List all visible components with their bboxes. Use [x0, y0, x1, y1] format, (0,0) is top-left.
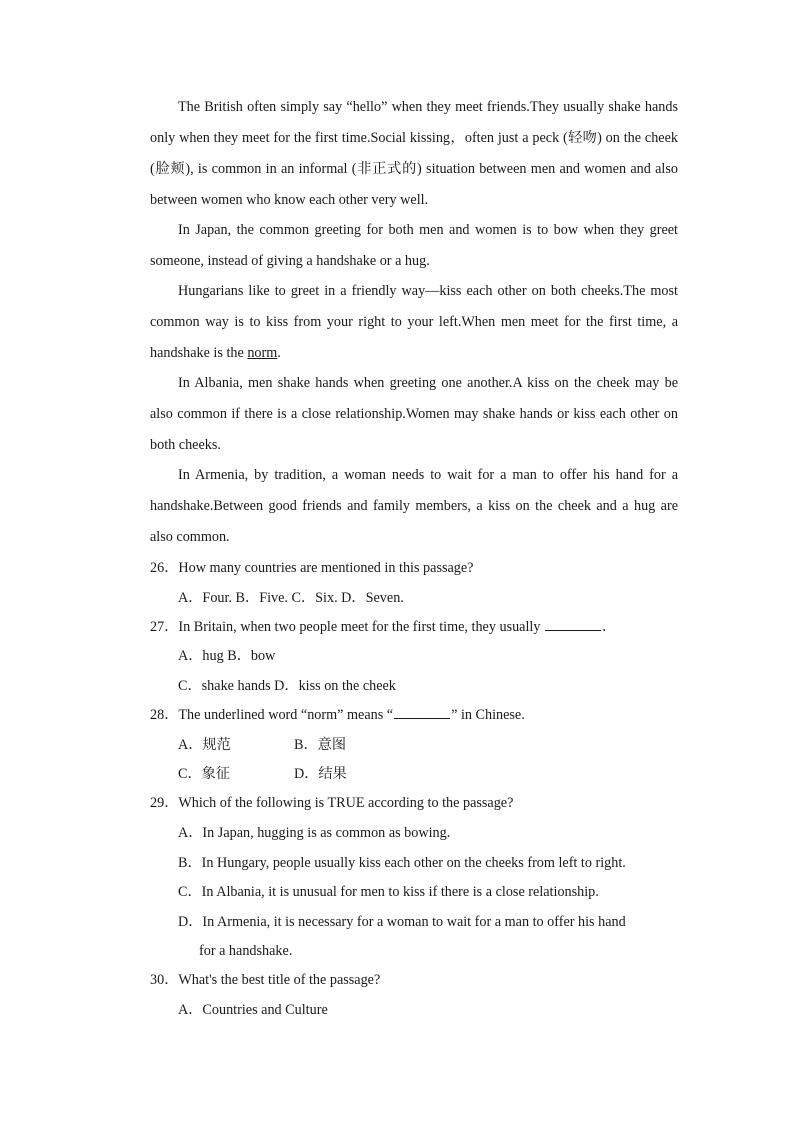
- question-29-option-b: B．In Hungary, people usually kiss each other on the cheeks from left to right.: [178, 855, 626, 871]
- passage-paragraph-2: [150, 215, 678, 277]
- question-29-option-d: D．In Armenia, it is necessary for a woman to wait for a man to offer his hand: [178, 914, 626, 930]
- answer-blank: [545, 618, 601, 631]
- question-29-option-a: A．In Japan, hugging is as common as bowing.: [178, 825, 451, 841]
- question-27-stem-text: 27．In Britain, when two people meet for the first time, they usually: [150, 619, 545, 635]
- question-28-option-d: D．结果: [294, 766, 347, 782]
- passage-paragraph-4: [150, 368, 678, 461]
- passage-paragraph-3-text: Hungarians like to greet in a friendly way—kiss each other on both cheeks.The most common way is to kiss from your right to your left.When men meet for the first time, a handshake is the: [150, 283, 678, 361]
- question-29-stem: 29．Which of the following is TRUE according to the passage?: [150, 795, 514, 811]
- passage-paragraph-4-text: In Albania, men shake hands when greeting one another.A kiss on the cheek may be also common if there is a close relationship.Women may shake hands or kiss each other on both cheeks.: [150, 375, 678, 453]
- passage-paragraph-5-text: In Armenia, by tradition, a woman needs to wait for a man to offer his hand for a handshake.Between good friends and family members, a kiss on the cheek and a hug are also common.: [150, 467, 678, 545]
- question-28-option-a: A．规范: [178, 737, 231, 753]
- passage-paragraph-5: [150, 460, 678, 553]
- question-28-option-b: B．意图: [294, 737, 347, 753]
- question-28-stem-end: ” in Chinese.: [451, 707, 525, 723]
- question-28-stem-text: 28．The underlined word “norm” means “: [150, 707, 394, 723]
- question-29-option-c: C．In Albania, it is unusual for men to kiss if there is a close relationship.: [178, 884, 599, 900]
- question-27-stem-end: ．: [602, 619, 617, 635]
- question-28-options-ab: [178, 735, 538, 755]
- passage-paragraph-3-end: .: [277, 345, 281, 361]
- passage-paragraph-1: [150, 92, 678, 216]
- passage-paragraph-3: [150, 276, 678, 369]
- question-29-option-d-continued: for a handshake.: [199, 943, 293, 959]
- passage-paragraph-2-text: In Japan, the common greeting for both men and women is to bow when they greet someone, instead of giving a handshake or a hug.: [150, 222, 678, 269]
- question-30-stem: 30．What's the best title of the passage?: [150, 972, 381, 988]
- question-27-stem: [150, 617, 616, 637]
- question-27-options-cd: C．shake hands D．kiss on the cheek: [178, 678, 396, 694]
- underlined-word-norm: norm: [247, 345, 278, 361]
- passage-paragraph-1-text: The British often simply say “hello” when they meet friends.They usually shake hands only when they meet for the first time.Social kissing，often just a peck (轻吻) on the cheek (脸颊), is common in an informal (非正式的) situation between men and women and also between women who know each other very well.: [150, 99, 678, 208]
- question-28-stem: [150, 705, 525, 725]
- question-26-stem: 26．How many countries are mentioned in this passage?: [150, 560, 474, 576]
- question-28-options-cd: [178, 764, 538, 784]
- question-30-option-a: A．Countries and Culture: [178, 1002, 328, 1018]
- question-28-option-c: C．象征: [178, 766, 231, 782]
- question-26-options: A．Four. B．Five. C．Six. D．Seven.: [178, 590, 404, 606]
- answer-blank: [394, 706, 450, 719]
- question-27-options-ab: A．hug B．bow: [178, 648, 276, 664]
